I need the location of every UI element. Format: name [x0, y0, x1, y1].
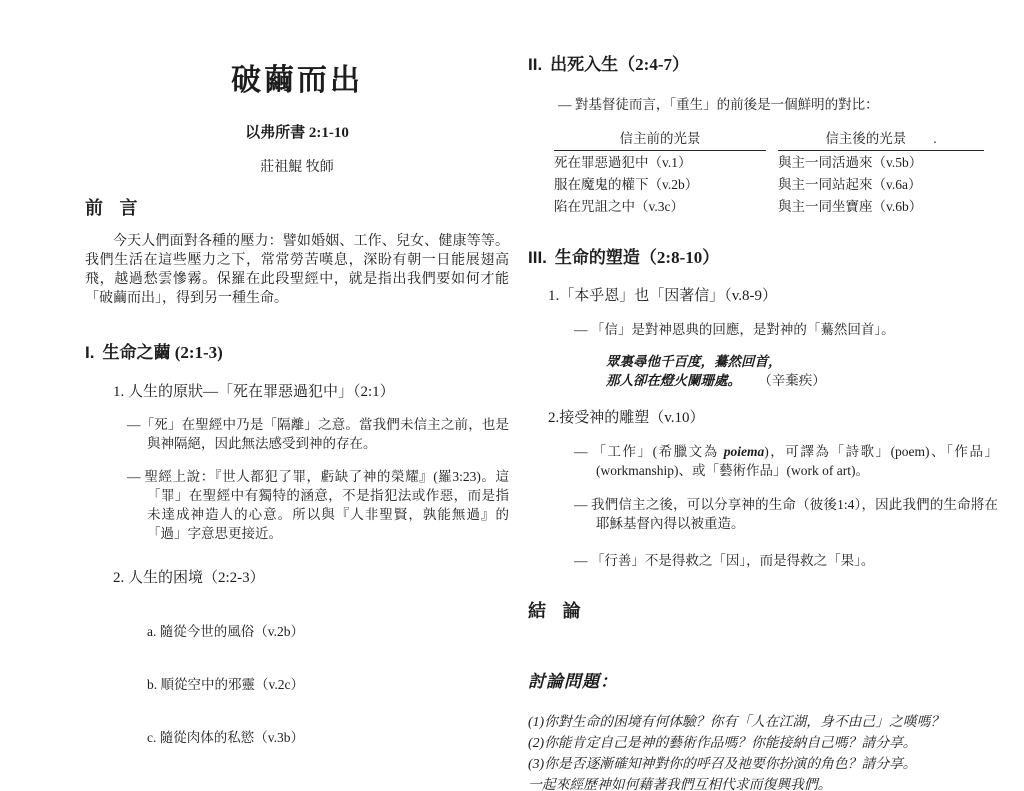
discussion-questions-list [528, 711, 998, 791]
before-after-contrast-table [554, 129, 998, 217]
discussion-question-2: (2)你能肯定自己是神的藝術作品嗎？你能接納自己嗎？請分享。 [528, 735, 917, 750]
scripture-reference: 以弗所書 2:1-10 [245, 125, 349, 141]
table-header-before: 信主前的光景 [554, 129, 766, 151]
section-1-title: 生命之繭 (2:1-3) [102, 343, 223, 362]
section-3-point-1-note: — 「信」是對神恩典的回應，是對神的「驀然回首」。 [574, 322, 895, 337]
greek-word-poiema: poiema [723, 444, 765, 459]
conclusion-heading: 結 論 [528, 601, 587, 621]
table-cell: 陷在咒詛之中（v.3c） [554, 199, 684, 214]
preface-heading: 前 言 [85, 198, 144, 218]
author-name: 莊祖鯤 牧師 [260, 160, 334, 175]
point-2-title: 2. 人生的困境（2:2-3） [113, 570, 265, 586]
poem-line-2: 那人卻在燈火闌珊處。 [606, 373, 741, 388]
discussion-question-1: (1)你對生命的困境有何体驗？你有「人在江湖，身不由己」之嘆嗎？ [528, 714, 945, 729]
section-2-title: 出死入生（2:4-7） [550, 55, 689, 74]
section-1-heading [85, 338, 509, 363]
sub-point-a: a. 隨從今世的風俗（v.2b） [147, 624, 304, 639]
point-1-title: 1. 人生的原狀—「死在罪惡過犯中」（2:1） [113, 384, 395, 400]
section-2-heading [528, 50, 998, 75]
section-3-number: III. [528, 248, 547, 267]
section-1-number: I. [85, 343, 95, 362]
poem-line-2-row [606, 371, 998, 390]
table-cell: 與主一同活過來（v.5b） [778, 155, 923, 170]
note-text-suffix: )，可譯為「詩歌」(poem)、「作品」(workmanship)、或「藝術作品」(work of art)。 [596, 444, 999, 478]
table-column-after [778, 129, 984, 217]
table-cell: 與主一同坐寶座（v.6b） [778, 199, 923, 214]
section-3-point-2-note-3: — 「行善」不是得救之「因」，而是得救之「果」。 [574, 553, 875, 568]
table-cell: 服在魔鬼的權下（v.2b） [554, 177, 699, 192]
discussion-question-3: (3)你是否逐漸確知神對你的呼召及祂要你扮演的角色？請分享。 [528, 756, 917, 771]
point-1-note-2: — 聖經上說：『世人都犯了罪，虧缺了神的榮耀』(羅3:23)。這「罪」在聖經中有獨特的涵意，不是指犯法或作惡，而是指未達成神造人的心意。所以與『人非聖賢，孰能無過』的「過」字意思更接近。 [127, 469, 509, 541]
point-1-note-1: —「死」在聖經中乃是「隔離」之意。當我們未信主之前，也是與神隔絕，因此無法感受到神的存在。 [127, 417, 509, 451]
section-3-point-1-title: 1.「本乎恩」也「因著信」（v.8-9） [548, 288, 778, 304]
table-cell: 與主一同站起來（v.6a） [778, 177, 922, 192]
poem-line-1: 眾裏尋他千百度，驀然回首， [606, 354, 782, 369]
section-3-point-2-note-2: — 我們信主之後，可以分享神的生命（彼後1:4），因此我們的生命將在耶穌基督內得以被重造。 [574, 497, 998, 531]
table-column-before [554, 129, 766, 217]
preface-paragraph: 今天人們面對各種的壓力：譬如婚姻、工作、兒女、健康等等。我們生活在這些壓力之下，常常勞苦嘆息，深盼有朝一日能展翅高飛，越過愁雲慘霧。保羅在此段聖經中，就是指出我們要如何才能「破繭而出」，得到另一種生命。 [85, 234, 509, 306]
left-column [85, 45, 509, 746]
table-cell: 死在罪惡過犯中（v.1） [554, 155, 692, 170]
discussion-questions-heading: 討論問題： [528, 672, 618, 691]
note-text-prefix: — 「工作」(希臘文為 [574, 444, 724, 459]
section-3-heading [528, 243, 998, 268]
section-3-point-2-title: 2.接受神的雕塑（v.10） [548, 410, 705, 426]
section-2-number: II. [528, 55, 543, 74]
discussion-closing-line: 一起來經歷神如何藉著我們互相代求而復興我們。 [528, 777, 832, 791]
table-header-after: 信主後的光景 . [778, 129, 984, 151]
right-column [528, 42, 998, 791]
poem-attribution: （辛棄疾） [765, 373, 826, 388]
section-3-point-2-note-1 [574, 442, 998, 480]
section-3-title: 生命的塑造（2:8-10） [554, 248, 720, 267]
sub-point-b: b. 順從空中的邪靈（v.2c） [147, 677, 304, 692]
sub-point-c: c. 隨從肉体的私慾（v.3b） [147, 730, 304, 745]
document-title: 破繭而出 [231, 64, 363, 97]
poem-quote [606, 352, 998, 390]
section-2-note: — 對基督徒而言，「重生」的前後是一個鮮明的對比： [558, 97, 879, 112]
